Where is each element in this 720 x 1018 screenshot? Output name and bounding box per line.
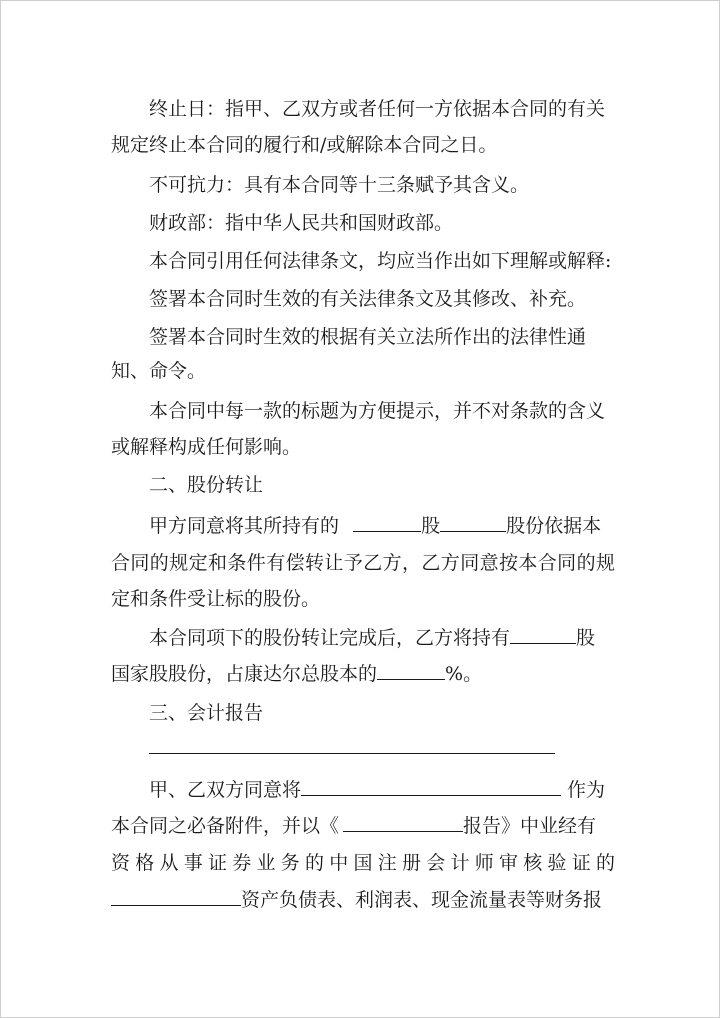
paragraph-force-majeure: 不可抗力：具有本合同等十三条赋予其含义。 [149,174,530,196]
blank-field [377,661,445,680]
share-transfer-p2-line1 [149,625,615,650]
share-transfer-p1-text-b: 股 [421,515,441,537]
accounting-p1-text-line2a: 本合同之必备附件，并以《 [111,815,340,837]
accounting-p1-text-b: 作为 [567,779,606,801]
paragraph-legal-interpretation: 本合同引用任何法律条文，均应当作出如下理解或解释: [149,250,612,272]
paragraph-legal-provisions: 签署本合同时生效的有关法律条文及其修改、补充。 [149,288,587,310]
paragraph-headings-line2: 或解释构成任何影响。 [111,436,302,458]
accounting-p1-text-line4: 资产负债表、利润表、现金流量表等财务报 [241,889,603,911]
share-transfer-p1-text-a: 甲方同意将其所持有的 [149,515,340,537]
share-transfer-p2-text-line2a: 国家股股份，占康达尔总股本的 [111,663,378,685]
blank-field [440,513,506,532]
accounting-p1-line1 [149,777,615,802]
share-transfer-p1-line1 [149,513,615,538]
section-heading-accounting-report: 三、会计报告 [149,702,264,724]
share-transfer-p2-line2 [111,661,615,686]
share-transfer-p2-text-b: 股 [576,627,596,649]
paragraph-legislative-notices-line2: 知、命令。 [111,360,207,382]
accounting-p1-text-a: 甲、乙双方同意将 [149,779,302,801]
paragraph-termination-date-line1: 终止日：指甲、乙双方或者任何一方依据本合同的有关 [149,98,606,120]
blank-field [111,887,241,906]
share-transfer-p1-line3: 定和条件受让标的股份。 [111,588,321,610]
share-transfer-p2-text-a: 本合同项下的股份转让完成后，乙方将持有 [149,627,511,649]
blank-field [343,813,463,832]
blank-field [510,625,576,644]
section-heading-share-transfer: 二、股份转让 [149,474,264,496]
paragraph-headings-line1: 本合同中每一款的标题为方便提示，并不对条款的含义 [149,400,606,422]
paragraph-legislative-notices-line1: 签署本合同时生效的根据有关立法所作出的法律性通 [149,326,587,348]
blank-field [353,513,421,532]
accounting-p1-line4 [111,887,615,912]
blank-field [301,777,561,796]
accounting-p1-text-line2b: 报告》中业经有 [463,815,597,837]
blank-line-rule [149,753,555,754]
share-transfer-p2-text-line2b: %。 [445,663,483,685]
share-transfer-p1-text-c: 股份依据本 [506,515,602,537]
paragraph-ministry-of-finance: 财政部：指中华人民共和国财政部。 [149,212,454,234]
accounting-p1-line2 [111,813,615,838]
paragraph-termination-date-line2: 规定终止本合同的履行和/或解除本合同之日。 [111,134,498,156]
accounting-p1-line3: 资格从事证券业务的中国注册会计师审核验证的 [111,852,615,874]
share-transfer-p1-line2: 合同的规定和条件有偿转让予乙方，乙方同意按本合同的规 [111,552,615,574]
